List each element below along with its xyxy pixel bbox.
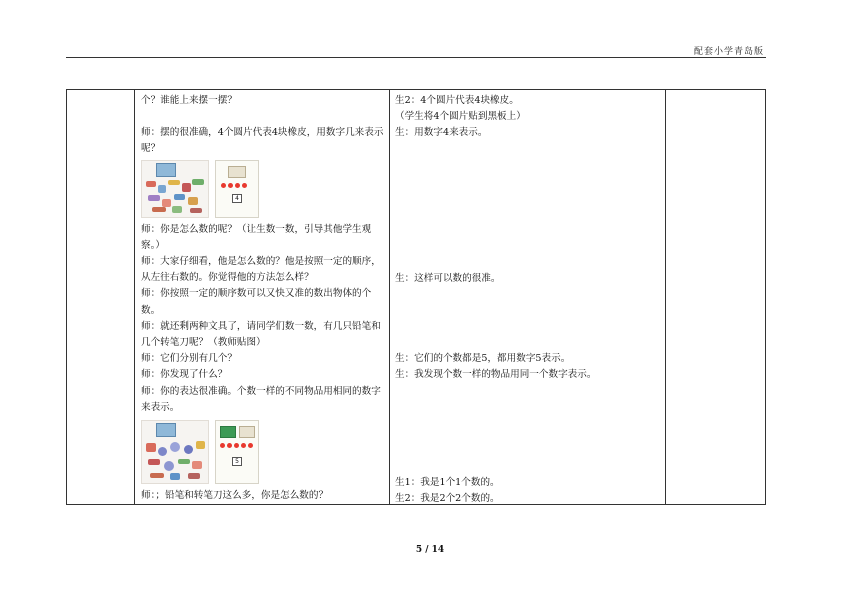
teacher-line: 师：你发现了什么？: [141, 369, 228, 381]
student-line: 生2：我是2个2个数的。: [395, 493, 500, 504]
counting-panel-image: [215, 420, 259, 484]
eraser-card-icon: [228, 166, 246, 178]
counting-panel-image: [215, 160, 259, 218]
teacher-line: 师：你是怎么数的呢？（让生数一数，引导其他学生观察。）: [141, 223, 372, 251]
figure-row-1: [141, 160, 389, 218]
page-number: 5 / 14: [415, 545, 445, 555]
number-card: 5: [232, 457, 242, 466]
student-line: 生1：我是1个1个数的。: [395, 477, 500, 488]
header-rule: [66, 57, 766, 58]
header-text: 配套小学青岛版: [693, 47, 764, 57]
counter-dots: [221, 183, 247, 188]
teacher-line: 师：你按照一定的顺序数可以又快又准的数出物体的个数。: [141, 288, 372, 316]
counter-dots: [220, 443, 253, 448]
basket-icon: [156, 423, 176, 437]
student-line: 生：我发现个数一样的物品用同一个数字表示。: [395, 369, 597, 380]
figure-row-2: [141, 420, 389, 484]
table-divider-1: [134, 90, 135, 504]
stationery-scene-image: [141, 160, 209, 218]
teacher-line: 师：你的表达很准确。个数一样的不同物品用相同的数字来表示。: [141, 385, 381, 413]
stationery-scene-image: [141, 420, 209, 484]
number-card: 4: [232, 194, 242, 203]
basket-icon: [156, 163, 176, 177]
teacher-line: 师：它们分别有几个？: [141, 353, 237, 365]
sharpener-card-icon: [239, 426, 255, 438]
teacher-line: 个？谁能上来摆一摆？: [141, 95, 237, 106]
teacher-line: 师：大家仔细看，他是怎么数的？他是按照一定的顺序，从左往右数的。你觉得他的方法怎么样？: [141, 256, 381, 284]
student-line: 生2：4个圆片代表4块橡皮。: [395, 95, 519, 106]
student-column: [395, 93, 665, 503]
teacher-column: [141, 93, 389, 504]
lesson-table: [66, 89, 766, 505]
table-divider-2: [389, 90, 390, 504]
student-line: 生：用数字4来表示。: [395, 127, 488, 138]
teacher-line: 师：；铅笔和转笔刀这么多，你是怎么数的？: [141, 490, 329, 502]
teacher-line: 师：就还剩两种文具了，请同学们数一数，有几只铅笔和几个转笔刀呢？（教师贴图）: [141, 320, 381, 349]
pencil-card-icon: [220, 426, 236, 438]
student-line: 生：这样可以数的很准。: [395, 273, 501, 284]
student-line: （学生将4个圆片贴到黑板上）: [395, 111, 526, 122]
table-divider-3: [665, 90, 666, 504]
student-line: 生：它们的个数都是5，都用数字5表示。: [395, 353, 571, 364]
teacher-line: 师：摆的很准确，4个圆片代表4块橡皮，用数字几来表示呢？: [141, 127, 384, 155]
